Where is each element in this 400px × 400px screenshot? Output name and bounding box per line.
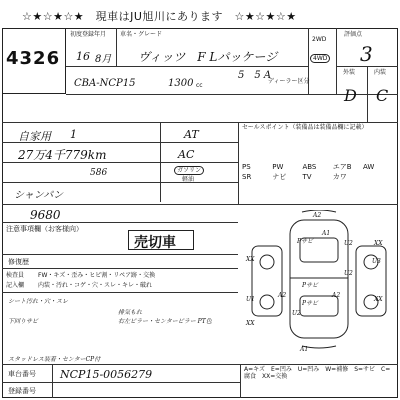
reg-label: 初度登録年月: [70, 31, 107, 38]
equip-navi: ナビ: [272, 173, 287, 181]
equip-abs: ABS: [302, 163, 317, 171]
note-line-2: 下回りサビ: [8, 318, 39, 325]
equip-sr: SR: [242, 173, 252, 181]
equipment-grid: [242, 162, 392, 182]
inspection-row-2: 内装・汚れ・コゲ・穴・スレ・キレ・破れ: [38, 282, 152, 289]
diagram-mark: U1: [246, 296, 255, 303]
transmission: AT: [184, 128, 199, 141]
equip-ps: PS: [242, 163, 251, 171]
displacement: 1300: [168, 78, 194, 89]
notice-label: 注意事項欄（お客様向）: [6, 225, 83, 233]
fuel-diesel: 軽油: [182, 176, 195, 183]
equip-airbag: エアB: [332, 163, 352, 171]
diagram-mark: XX: [246, 256, 255, 263]
displacement-unit: cc: [196, 82, 203, 89]
price: 9680: [30, 208, 61, 222]
chassis-number: NCP15-0056279: [60, 368, 153, 381]
diagram-mark: U2: [292, 310, 301, 317]
color-code: 586: [90, 168, 108, 178]
header-banner: ☆★☆★☆★ 現車はJU旭川にあります ☆★☆★☆★: [22, 10, 297, 23]
equip-tv: TV: [302, 173, 312, 181]
note-line-4: 右左ピラー・センターピラー PT色: [118, 318, 212, 325]
lot-number: 4326: [6, 48, 61, 69]
grade-value: 3: [360, 42, 373, 66]
int-label: 内装: [374, 69, 387, 76]
diagram-mark: Pサビ: [297, 238, 314, 245]
body-color: シャンパン: [14, 190, 64, 201]
damage-legend: A=キズ E=凹み U=凹み W=補修 S=サビ C=腐食 XX=交換: [244, 366, 391, 380]
misc-note: スタッドレス装着・センターCP付: [8, 356, 101, 363]
usage-type: 自家用: [18, 130, 51, 143]
model-name: ヴィッツ F Lパッケージ: [138, 50, 278, 64]
car-damage-diagram: [240, 210, 398, 350]
equip-leather: カワ: [332, 173, 347, 181]
drive-4wd: 4WD: [310, 54, 330, 63]
int-score: C: [376, 86, 389, 105]
ext-score: D: [344, 86, 357, 105]
diagram-mark: U2: [344, 270, 353, 277]
air-conditioner: AC: [178, 148, 195, 161]
equip-aw: AW: [362, 163, 375, 171]
drive-2wd: 2WD: [312, 36, 327, 43]
diagram-mark: XX: [246, 320, 255, 327]
year-value: 16: [76, 50, 90, 63]
diagram-mark: A1: [300, 346, 309, 353]
ext-label: 外装: [343, 69, 356, 76]
repair-history-label: 修復歴: [8, 258, 29, 266]
entry-label: 記入欄: [6, 282, 25, 289]
sales-point-title: セールスポイント（装備品は装備品欄に記載）: [242, 124, 368, 131]
diagram-mark: A2: [278, 292, 287, 299]
equip-pw: PW: [272, 163, 284, 171]
diagram-mark: U2: [344, 240, 353, 247]
sold-stamp-text: 売切車: [134, 235, 176, 251]
grade-label: 評価点: [344, 31, 363, 38]
diagram-mark: A2: [313, 212, 322, 219]
month-value: 8月: [95, 54, 112, 65]
diagram-mark: A2: [332, 292, 341, 299]
diagram-mark: Pサビ: [302, 282, 319, 289]
diagram-mark: U3: [372, 258, 381, 265]
seats-doors: 5 5 A: [238, 70, 272, 81]
name-label: 車名・グレード: [120, 31, 163, 38]
registration-number-label: 登録番号: [8, 387, 36, 395]
mileage: 27万4千779km: [18, 148, 107, 162]
dealer-label: ディーラー区分: [268, 78, 310, 85]
usage-mark: 1: [70, 128, 77, 141]
diagram-mark: Pサビ: [302, 300, 319, 307]
model-code: CBA-NCP15: [74, 78, 136, 89]
diagram-mark: XX: [374, 296, 383, 303]
note-line-3: 排気もれ: [118, 309, 143, 316]
inspector-label: 検査員: [6, 272, 25, 279]
chassis-label: 車台番号: [8, 370, 36, 378]
diagram-mark: A1: [322, 230, 331, 237]
inspection-row-1: FW・キズ・歪み・ヒビ割・リペア跡・交換: [38, 272, 156, 279]
note-line-1: シート汚れ・穴・スレ: [8, 298, 69, 305]
diagram-mark: XX: [374, 240, 383, 247]
fuel-gasoline: ガソリン: [174, 166, 204, 175]
